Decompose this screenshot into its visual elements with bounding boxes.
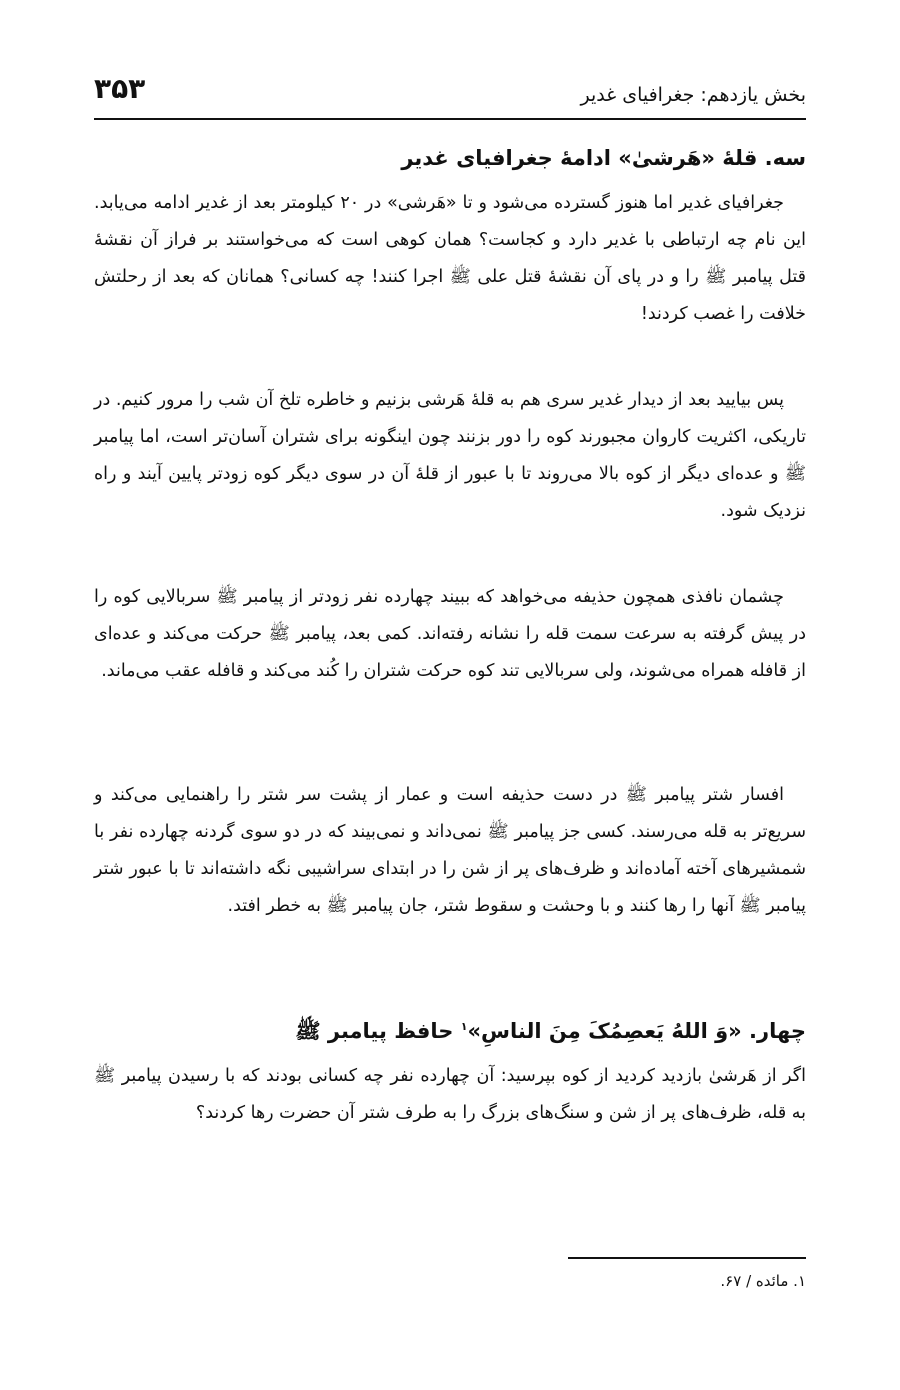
running-title: بخش یازدهم: جغرافیای غدیر (580, 84, 806, 106)
page-number: ۳۵۳ (94, 72, 146, 105)
section-heading-four-tail: حافظ پیامبر ﷺ (295, 1019, 461, 1043)
paragraph-2: پس بیایید بعد از دیدار غدیر سری هم به قلهٔ هَرشی بزنیم و خاطره تلخ آن شب را مرور کنیم. در تاریکی، اکثریت کاروان مجبورند کوه را دور بزنند چون اینگونه برای شتران آسان‌تر است، اما پیامبر ﷺ و عده‌ای دیگر از کوه بالا می‌روند تا با عبور از قلهٔ آن در سوی دیگر کوه زودتر پایین آیند و راه نزدیک شود. (94, 390, 806, 521)
footnote-divider (568, 1257, 806, 1259)
section-heading-three: سه. قلهٔ «هَرشیٰ» ادامهٔ جغرافیای غدیر (401, 146, 806, 170)
footnote-marker: ۱ (460, 1020, 468, 1033)
book-page (94, 0, 806, 1390)
paragraph-4: افسار شتر پیامبر ﷺ در دست حذیفه است و عمار از پشت سر شتر را راهنمایی می‌کند و سریع‌تر به قله می‌رسند. کسی جز پیامبر ﷺ نمی‌داند و نمی‌بیند که در دو سوی گردنه چهارده نفر با شمشیرهای آخته آماده‌اند و ظرف‌های پر از شن را در ابتدای سراشیبی نگه داشته‌اند تا با عبور شتر پیامبر ﷺ آنها را رها کنند و با وحشت و سقوط شتر، جان پیامبر ﷺ به خطر افتد. (94, 785, 806, 916)
paragraph-1: جغرافیای غدیر اما هنوز گسترده می‌شود و تا «هَرشی» در ۲۰ کیلومتر بعد از غدیر ادامه می‌یابد. این نام چه ارتباطی با غدیر دارد و کجاست؟ همان کوهی است که می‌خواستند بر فراز آن نقشهٔ قتل پیامبر ﷺ را و در پای آن نقشهٔ قتل علی ﷺ اجرا کنند! چه کسانی؟ همانان که بعد از رحلتش خلافت را غصب کردند! (94, 193, 806, 324)
section-heading-four-quote: چهار. «وَ اللهُ یَعصِمُکَ مِنَ الناسِ» (467, 1019, 806, 1043)
footnote: ۱. مائده / ۶۷. (720, 1272, 806, 1290)
page-header (94, 64, 806, 120)
section-heading-four (94, 1018, 806, 1049)
paragraph-5: اگر از هَرشیٰ بازدید کردید از کوه بپرسید: آن چهارده نفر چه کسانی بودند که با رسیدن پیامبر ﷺ به قله، ظرف‌های پر از شن و سنگ‌های بزرگ را به طرف شتر آن حضرت رها کردند؟ (94, 1066, 806, 1123)
paragraph-3: چشمان نافذی همچون حذیفه می‌خواهد که ببیند چهارده نفر زودتر از پیامبر ﷺ سربالایی کوه را در پیش گرفته به سرعت سمت قله را نشانه رفته‌اند. کمی بعد، پیامبر ﷺ حرکت می‌کند و عده‌ای از قافله همراه می‌شوند، ولی سربالایی تند کوه حرکت شتران را کُند می‌کند و قافله عقب می‌ماند. (94, 587, 806, 681)
